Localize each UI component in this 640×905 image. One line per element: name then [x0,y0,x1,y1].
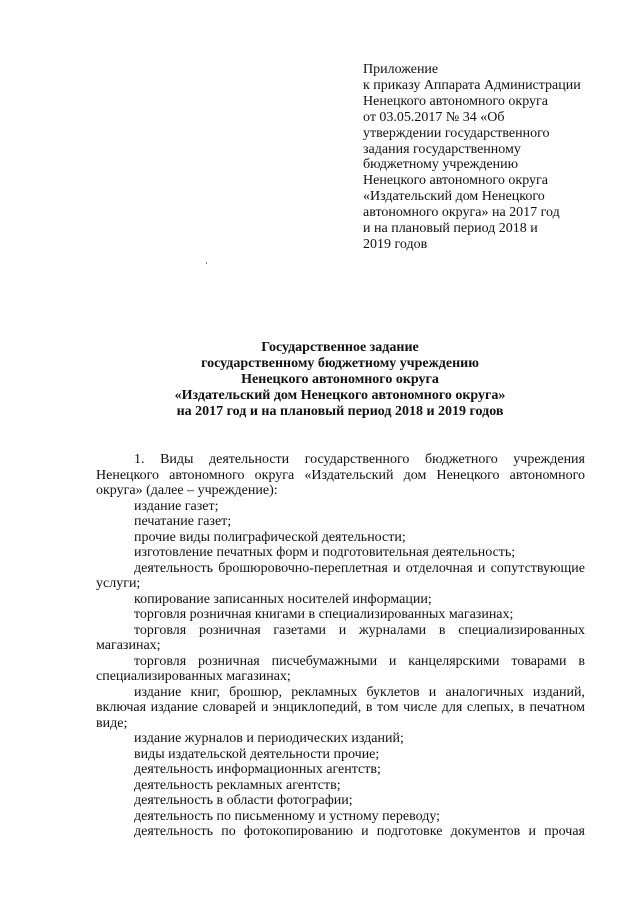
appendix-line: задания государственному [363,141,521,157]
appendix-line: и на плановый период 2018 и [363,221,538,237]
body-paragraph: издание журналов и периодических изданий; [134,731,404,746]
body-paragraph: изготовление печатных форм и подготовительная деятельность; [134,545,516,560]
body-paragraph: виды издательской деятельности прочие; [134,746,380,762]
title-line: Государственное задание [261,340,419,355]
appendix-line: от 03.05.2017 № 34 «Об [363,109,505,125]
appendix-line: Ненецкого автономного округа [363,173,548,189]
body-paragraph: издание книг, брошюр, рекламных буклетов и аналогичных изданий, включая издание словарей и энциклопедий, в том числе для слепых, в печатном виде; [96,684,585,731]
appendix-line: Приложение [363,62,439,77]
title-line: государственному бюджетному учреждению [201,356,479,371]
appendix-block [363,62,603,253]
appendix-line: «Издательский дом Ненецкого [363,189,545,205]
scan-speck [206,262,207,264]
body-paragraph: деятельность по письменному и устному переводу; [134,808,441,824]
body-paragraph: прочие виды полиграфической деятельности; [134,529,406,545]
body-paragraph: торговля розничная писчебумажными и канцелярскими товарами в специализированных магазинах; [96,653,585,684]
appendix-line: 2019 годов [363,236,428,252]
body-paragraph: деятельность рекламных агентств; [134,777,341,793]
body-paragraph: деятельность по фотокопированию и подготовке документов и прочая [134,824,585,839]
body-paragraph: деятельность информационных агентств; [134,762,381,777]
document-body [96,452,585,840]
body-paragraph: печатание газет; [134,514,232,529]
title-line: Ненецкого автономного округа [241,372,439,387]
appendix-line: Ненецкого автономного округа [363,93,548,109]
appendix-line: автономного округа» на 2017 год [363,205,560,221]
appendix-line: бюджетному учреждению [363,157,519,173]
body-paragraph: 1. Виды деятельности государственного бюджетного учреждения Ненецкого автономного округа «Издательский дом Ненецкого автономного округа» (далее – учреждение): [96,452,585,498]
body-paragraph: издание газет; [134,498,219,514]
body-paragraph: торговля розничная книгами в специализированных магазинах; [134,607,514,622]
body-paragraph: торговля розничная газетами и журналами в специализированных магазинах; [96,622,585,653]
document-title [60,340,620,420]
title-line: «Издательский дом Ненецкого автономного округа» [174,388,506,403]
title-line: на 2017 год и на плановый период 2018 и 2019 годов [176,404,504,419]
appendix-line: утверждении государственного [363,125,550,141]
body-paragraph: деятельность брошюровочно-переплетная и отделочная и сопутствующие услуги; [96,560,585,591]
appendix-line: к приказу Аппарата Администрации [363,77,581,93]
body-paragraph: деятельность в области фотографии; [134,793,353,808]
body-paragraph: копирование записанных носителей информации; [134,591,432,607]
